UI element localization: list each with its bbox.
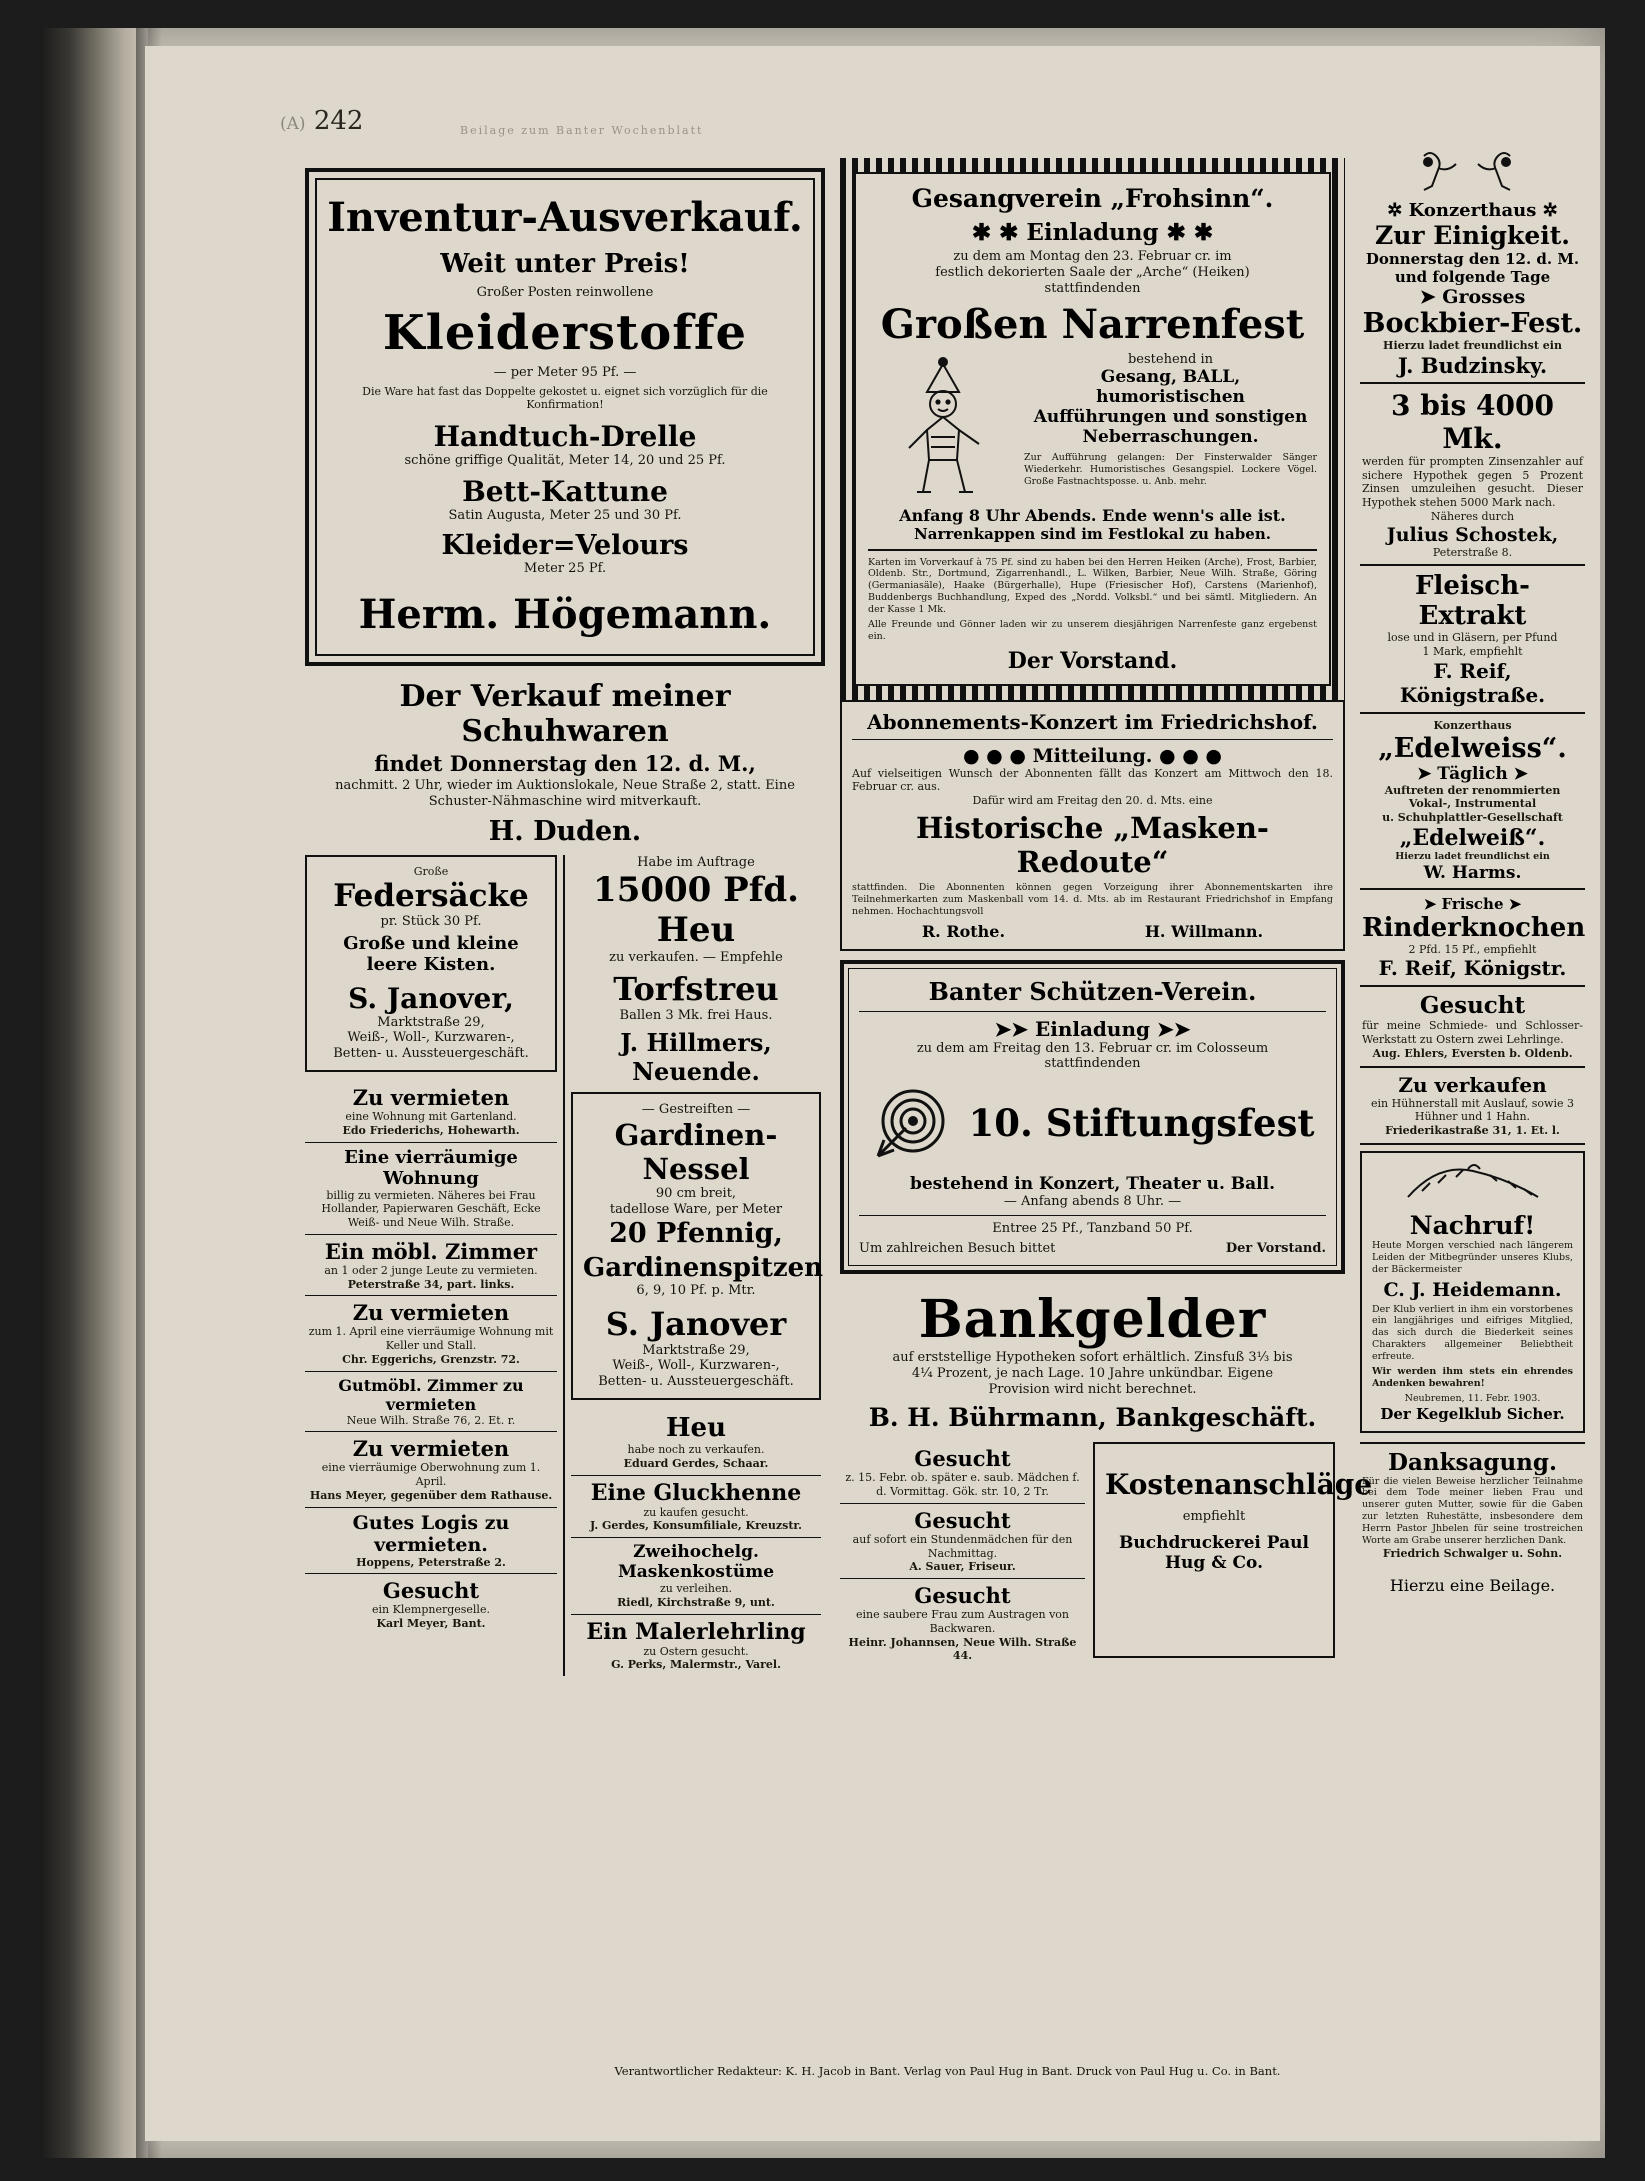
edelweiss-line2: Vokal-, Instrumental	[1408, 797, 1537, 811]
heu2-title: Heu	[665, 1413, 726, 1444]
gardinen-line2: tadellose Ware, per Meter	[609, 1201, 783, 1217]
lehrling-signature: Aug. Ehlers, Eversten b. Oldenb.	[1372, 1046, 1573, 1060]
fleisch-line1: lose und in Gläsern, per Pfund	[1387, 631, 1558, 645]
frohsinn-freunde: Alle Freunde und Gönner laden wir zu unserem diesjährigen Narrenfeste ganz ergebenst ein.	[868, 618, 1317, 642]
inventur-h3: Bett-Kattune	[462, 475, 668, 509]
ad-gesucht-3	[840, 1579, 1085, 1667]
ad-frohsinn-narrenfest	[840, 158, 1345, 700]
gardinen-line3: 6, 9, 10 Pf. p. Mtr.	[636, 1282, 756, 1298]
page-number-value: 242	[313, 106, 364, 136]
heu-signature: J. Hillmers, Neuende.	[620, 1028, 772, 1087]
inventur-h2: Handtuch-Drelle	[433, 420, 697, 454]
small-ad-sig: Hoppens, Peterstraße 2.	[356, 1555, 506, 1569]
federsaecke-addr1: Marktstraße 29,	[377, 1014, 485, 1030]
lehrling-body: für meine Schmiede- und Schlosser-Werkstatt zu Ostern zwei Lehrlinge.	[1362, 1019, 1583, 1047]
beilage-note: Hierzu eine Beilage.	[1389, 1575, 1556, 1595]
bank-signature: B. H. Bührmann, Bankgeschäft.	[868, 1403, 1317, 1433]
frohsinn-verein: Gesangverein „Frohsinn“.	[911, 184, 1274, 213]
ad-gardinen-nessel	[571, 1092, 824, 1400]
fleisch-headline: Fleisch-Extrakt	[1415, 571, 1530, 632]
small-ad-head: Gesucht	[382, 1578, 480, 1604]
federsaecke-title: Federsäcke	[333, 878, 529, 915]
bank-line3: Provision wird nicht berechnet.	[988, 1381, 1197, 1397]
running-head: Beilage zum Banter Wochenblatt	[460, 124, 704, 137]
konzerthaus-signature: J. Budzinsky.	[1397, 352, 1548, 378]
gardinen-top: — Gestreiften —	[641, 1102, 751, 1118]
konzerthaus-orn: ✲ Konzerthaus ✲	[1387, 200, 1558, 221]
rinder-signature: F. Reif, Königstr.	[1378, 956, 1567, 981]
ad-schuetzen-verein	[840, 960, 1345, 1274]
small-ads-list	[305, 1081, 557, 1635]
ad-gesucht-2	[840, 1504, 1085, 1579]
gesucht1-head: Gesucht	[914, 1446, 1011, 1472]
ad-zu-verkaufen	[1360, 1068, 1585, 1145]
ad-bankgelder	[840, 1283, 1345, 1439]
verkaufen-head: Zu verkaufen	[1398, 1072, 1547, 1097]
kosten-line1: empfiehlt	[1182, 1509, 1246, 1525]
heu-title: Torfstreu	[613, 970, 779, 1009]
edelweiss-signature: W. Harms.	[1423, 862, 1522, 883]
malerlehrling-line1: zu Ostern gesucht.	[643, 1644, 749, 1658]
small-ad-head: Ein möbl. Zimmer	[324, 1238, 538, 1264]
gluckhenne-signature: J. Gerdes, Konsumfiliale, Kreuzstr.	[589, 1519, 803, 1533]
heu-quantity: 15000 Pfd. Heu	[593, 870, 799, 951]
small-ad-head: Gutes Logis zu vermieten.	[352, 1511, 510, 1556]
bank-line2: 4¹⁄₄ Prozent, je nach Lage. 10 Jahre unkündbar. Eigene	[911, 1365, 1274, 1381]
federsaecke-line2: Große und kleine leere Kisten.	[343, 933, 519, 975]
hypothek-headline: 3 bis 4000 Mk.	[1391, 388, 1554, 455]
schuetzen-bestehend: bestehend in Konzert, Theater u. Ball.	[909, 1174, 1276, 1195]
heu2-signature: Eduard Gerdes, Schaar.	[623, 1456, 769, 1470]
dank-signature: Friedrich Schwalger u. Sohn.	[1382, 1546, 1563, 1560]
ad-federsaecke	[305, 855, 557, 1073]
inventur-d4: Meter 25 Pf.	[523, 560, 607, 576]
small-ad-body: eine Wohnung mit Gartenland.	[345, 1110, 517, 1124]
ad-kostenanschlaege	[1093, 1442, 1373, 1658]
nachruf-body2: Der Klub verliert in ihm ein vorstorbenes ein langjähriges und eifriges Mitglied, das sich durch die Biederkeit seines Charakters allgemeiner Beliebtheit erfreute.	[1372, 1303, 1573, 1362]
frohsinn-vorstand: Der Vorstand.	[1007, 647, 1178, 674]
small-ad-body: Neue Wilh. Straße 76, 2. Et. r.	[346, 1413, 516, 1427]
gluckhenne-line1: zu kaufen gesucht.	[643, 1505, 749, 1519]
edelweiss-name: „Edelweiß“.	[1399, 824, 1546, 851]
wreath-icon	[1372, 1161, 1573, 1211]
fleisch-line2: 1 Mark, empfiehlt	[1422, 645, 1523, 658]
small-ad-head: Zu vermieten	[352, 1436, 510, 1462]
inventur-h4: Kleider=Velours	[441, 529, 689, 561]
gardinen-price: 20 Pfennig,	[609, 1217, 783, 1249]
small-ad-body: an 1 oder 2 junge Leute zu vermieten.	[324, 1263, 538, 1277]
verkaufen-body: ein Hühnerstall mit Auslauf, sowie 3 Hühner und 1 Hahn.	[1371, 1096, 1574, 1124]
col2-bottom-subcolumns	[840, 1442, 1373, 1667]
abonnement-mitteilung: ● ● ● Mitteilung. ● ● ●	[962, 744, 1222, 767]
frohsinn-line3: stattfindenden	[1044, 280, 1141, 296]
nachruf-signature: Der Kegelklub Sicher.	[1380, 1404, 1565, 1423]
target-icon	[870, 1078, 956, 1168]
masken-line1: zu verleihen.	[659, 1582, 733, 1596]
edelweiss-top: Konzerthaus	[1433, 718, 1512, 732]
list-item	[305, 1081, 557, 1143]
page-number	[280, 106, 363, 136]
konzerthaus-headline: Bockbier-Fest.	[1362, 308, 1583, 339]
duden-signature: H. Duden.	[488, 815, 642, 847]
frohsinn-line1: zu dem am Montag den 23. Februar cr. im	[953, 249, 1232, 264]
schuetzen-line1: zu dem am Freitag den 13. Februar cr. im Colosseum	[916, 1040, 1269, 1056]
ad-edelweiss	[1360, 714, 1585, 890]
small-ad-body: eine vierräumige Oberwohnung zum 1. April.	[321, 1461, 541, 1489]
schuetzen-title: Banter Schützen-Verein.	[928, 976, 1257, 1006]
rinder-title: Rinderknochen	[1362, 912, 1586, 943]
small-ad-sig: Chr. Eggerichs, Grenzstr. 72.	[342, 1352, 520, 1366]
frohsinn-headline: Großen Narrenfest	[880, 300, 1305, 348]
bank-line1: auf erststellige Hypotheken sofort erhältlich. Zinsfuß 3¹⁄₃ bis	[892, 1349, 1293, 1365]
gesucht2-body: auf sofort ein Stundenmädchen für den Nachmittag.	[852, 1532, 1073, 1560]
schuetzen-bitte-left: Um zahlreichen Besuch bittet	[859, 1241, 1056, 1257]
small-ad-head: Eine vierräumige Wohnung	[344, 1146, 518, 1189]
book-gutter-shadow	[40, 28, 148, 2158]
page-number-faint: (A)	[280, 114, 306, 134]
heu-line3: Ballen 3 Mk. frei Haus.	[619, 1008, 773, 1024]
schuetzen-entree: Entree 25 Pf., Tanzband 50 Pf.	[992, 1221, 1193, 1237]
masken-title: Zweihochelg. Maskenkostüme	[617, 1542, 775, 1583]
gardinen-addr1: Marktstraße 29,	[642, 1342, 750, 1358]
schuetzen-headline: 10. Stiftungsfest	[968, 1101, 1315, 1146]
ad-gluckhenne	[571, 1476, 821, 1539]
frohsinn-b3: Neberraschungen.	[1082, 427, 1259, 448]
ad-inventur-ausverkauf	[305, 168, 825, 666]
gardinen-addr3: Betten- u. Aussteuergeschäft.	[598, 1374, 794, 1390]
abonnement-line1: Auf vielseitigen Wunsch der Abonnenten fällt das Konzert am Mittwoch den 18. Februar cr. aus.	[852, 766, 1333, 794]
small-ad-sig: Peterstraße 34, part. links.	[347, 1277, 515, 1291]
masken-signature: Riedl, Kirchstraße 9, unt.	[617, 1595, 775, 1609]
konzerthaus-line1: Donnerstag den 12. d. M.	[1365, 250, 1580, 268]
abonnement-title: Abonnements-Konzert im Friedrichshof.	[867, 709, 1318, 734]
gesucht3-body: eine saubere Frau zum Austragen von Backwaren.	[855, 1608, 1070, 1635]
konzerthaus-title: Zur Einigkeit.	[1375, 221, 1570, 250]
col1-left-sub	[305, 855, 557, 1677]
small-ad-sig: Hans Meyer, gegenüber dem Rathause.	[309, 1488, 553, 1502]
ad-maskenkostueme	[571, 1538, 821, 1615]
konzerthaus-line2: und folgende Tage	[1394, 268, 1551, 286]
scanned-page	[40, 28, 1605, 2158]
heu-line1: Habe im Auftrage	[637, 854, 755, 870]
small-ad-body: billig zu vermieten. Näheres bei Frau Hollander, Papierwaren Geschäft, Ecke Weiß- und Neue Wilh. Straße.	[321, 1188, 541, 1230]
column-left	[305, 168, 825, 1676]
small-ad-head: Zu vermieten	[352, 1085, 510, 1111]
edelweiss-line3: u. Schuhplattler-Gesellschaft	[1382, 811, 1563, 824]
inventur-headline: Kleiderstoffe	[382, 304, 748, 361]
frohsinn-b1: Gesang, BALL, humoristischen	[1096, 367, 1245, 408]
frohsinn-karten: Karten im Vorverkauf à 75 Pf. sind zu haben bei den Herren Heiken (Arche), Frost, Barbier, Oldenb. Str., Dortmund, Zigarrenhandl., L. Wilken, Barbier, Neue Wilh. Straße, Göring (Germaniasäle), Haake (Bürgerhalle), Hupe (Friesischer Hof), Carstens (Marienhof), Buddenbergs Buchhandlung, Exped des „Nordd. Volksbl.“ und bei sämtl. Mitgliedern. An der Kasse 1 Mk.	[868, 556, 1317, 616]
ad-nachruf	[1360, 1151, 1585, 1433]
abonnement-line2: Dafür wird am Freitag den 20. d. Mts. eine	[972, 794, 1213, 808]
rinder-top: ➤ Frische ➤	[1423, 894, 1522, 913]
gesucht3-head: Gesucht	[914, 1583, 1011, 1609]
duden-line1: Der Verkauf meiner Schuhwaren	[399, 678, 731, 749]
schuetzen-line2: stattfindenden	[1044, 1056, 1141, 1072]
hypothek-body: werden für prompten Zinsenzahler auf sichere Hypothek gegen 5 Prozent Zinsen umzuleihen gesucht. Dieser Hypothek stehen 5000 Mark nach.	[1362, 454, 1583, 509]
nachruf-place: Neubremen, 11. Febr. 1903.	[1404, 1392, 1541, 1404]
ad-fleisch-extrakt	[1360, 566, 1585, 714]
verkaufen-signature: Friederikastraße 31, 1. Et. l.	[1385, 1124, 1560, 1138]
gardinen-signature: S. Janover	[605, 1304, 787, 1343]
dancers-icon	[1360, 148, 1585, 200]
gardinen-title2: Gardinenspitzen	[583, 1252, 824, 1283]
duden-line2: findet Donnerstag den 12. d. M.,	[374, 750, 756, 776]
ad-abonnements-konzert	[840, 700, 1345, 951]
ad-gesucht-1	[840, 1442, 1085, 1504]
column-center	[840, 158, 1373, 1667]
frohsinn-bestehend: bestehend in	[1127, 351, 1214, 367]
gesucht2-head: Gesucht	[914, 1507, 1011, 1533]
rinder-line1: 2 Pfd. 15 Pf., empfiehlt	[1408, 942, 1537, 956]
jester-illustration	[868, 352, 1018, 502]
hypothek-signature: Julius Schostek,	[1386, 523, 1559, 546]
nachruf-body: Heute Morgen verschied nach längerem Leiden der Mitbegründer unseres Klubs, der Bäckermeister	[1372, 1239, 1573, 1275]
federsaecke-price: pr. Stück 30 Pf.	[380, 914, 482, 930]
gardinen-addr2: Weiß-, Woll-, Kurzwaren-,	[612, 1358, 780, 1374]
ad-duden	[305, 675, 825, 855]
federsaecke-addr3: Betten- u. Aussteuergeschäft.	[333, 1046, 529, 1062]
small-ad-body: zum 1. April eine vierräumige Wohnung mit Keller und Stall.	[308, 1325, 554, 1353]
abonnement-sig-right: H. Willmann.	[1144, 921, 1264, 941]
list-item	[305, 1508, 557, 1575]
ad-heu-auftrag	[571, 855, 821, 1087]
heu2-line1: habe noch zu verkaufen.	[627, 1443, 765, 1457]
frohsinn-auffuehrung: Zur Aufführung gelangen: Der Finsterwalder Sänger Wiederkehr. Humoristisches Gesangspiel. Lockere Vögel. Große Fastnachtsposse. u. Anb. mehr.	[1024, 452, 1317, 488]
fleisch-signature: F. Reif, Königstraße.	[1399, 658, 1546, 707]
hypothek-addr: Peterstraße 8.	[1432, 545, 1513, 559]
gesucht1-body: z. 15. Febr. ob. später e. saub. Mädchen f. d. Vormittag. Gök. str. 10, 2 Tr.	[845, 1471, 1080, 1499]
frohsinn-anfang: Anfang 8 Uhr Abends. Ende wenn's alle ist.	[899, 505, 1286, 525]
col2-bottom-left	[840, 1442, 1085, 1667]
malerlehrling-title: Ein Malerlehrling	[586, 1618, 806, 1645]
inventur-desc: Die Ware hat fast das Doppelte gekostet u. eignet sich vorzüglich für die Konfirmation!	[362, 384, 768, 412]
ad-hypothek	[1360, 384, 1585, 567]
abonnement-sig-left: R. Rothe.	[921, 921, 1006, 941]
ad-lehrlinge-gesucht	[1360, 987, 1585, 1067]
inventur-title: Inventur-Ausverkauf.	[327, 194, 803, 241]
dank-title: Danksagung.	[1388, 1448, 1557, 1476]
abonnement-line3: stattfinden. Die Abonnenten können gegen Vorzeigung ihrer Abonnementskarten ihre Teilnehmerkarten zum Maskenball vom 14. d. Mts. ab im Restaurant Friedrichshof in Empfang nehmen. Hochachtungsvoll	[852, 881, 1333, 917]
frohsinn-b2: Aufführungen und sonstigen	[1033, 407, 1308, 428]
frohsinn-line2: festlich dekorierten Saale der „Arche“ (Heiken)	[935, 264, 1250, 280]
bank-headline: Bankgelder	[918, 1288, 1267, 1350]
gardinen-line1: 90 cm breit,	[655, 1185, 737, 1201]
col1-right-sub	[563, 854, 824, 1677]
list-item	[305, 1296, 557, 1371]
gesucht2-sig: A. Sauer, Friseur.	[909, 1560, 1016, 1574]
list-item	[305, 1143, 557, 1235]
edelweiss-line1: Auftreten der renommierten	[1384, 783, 1561, 797]
schuetzen-bitte-right: Der Vorstand.	[1225, 1241, 1326, 1257]
duden-line3: nachmitt. 2 Uhr, wieder im Auktionslokale, Neue Straße 2, statt. Eine Schuster-Nähmaschine wird mitverkauft.	[335, 777, 795, 809]
inventur-line1: Großer Posten reinwollene	[476, 285, 654, 300]
small-ad-sig: Edo Friederichs, Hohewarth.	[342, 1123, 520, 1137]
edelweiss-taeglich: ➤ Täglich ➤	[1417, 763, 1528, 784]
hypothek-line2: Näheres durch	[1430, 509, 1515, 523]
small-ad-sig: Karl Meyer, Bant.	[376, 1617, 486, 1631]
inventur-signature: Herm. Högemann.	[358, 590, 772, 638]
schuetzen-einladung: ➤➤ Einladung ➤➤	[994, 1016, 1191, 1041]
konzerthaus-line3: ➤ Grosses	[1419, 286, 1526, 308]
kosten-signature: Buchdruckerei Paul Hug & Co.	[1119, 1533, 1309, 1574]
heu-line2: zu verkaufen. — Empfehle	[609, 950, 783, 966]
column-right	[1360, 148, 1585, 1595]
dank-body: Für die vielen Beweise herzlicher Teilnahme bei dem Tode meiner lieben Frau und unserer guten Mutter, sowie für die Gaben zur letzten Ruhestätte, insbesondere dem Herrn Pastor Jhbelen für seine trostreichen Worte am Grabe unserer herzlichen Dank.	[1362, 1475, 1583, 1546]
inventur-d3: Satin Augusta, Meter 25 und 30 Pf.	[448, 508, 682, 524]
inventur-subtitle: Weit unter Preis!	[440, 249, 690, 279]
col1-subcolumns	[305, 855, 825, 1677]
federsaecke-addr2: Weiß-, Woll-, Kurzwaren-,	[347, 1030, 515, 1046]
abonnement-headline: Historische „Masken-Redoute“	[916, 810, 1269, 879]
list-item	[305, 1235, 557, 1297]
edelweiss-title: „Edelweiss“.	[1378, 732, 1567, 764]
inventur-d2: schöne griffige Qualität, Meter 14, 20 und 25 Pf.	[404, 453, 726, 469]
malerlehrling-signature: G. Perks, Malermstr., Varel.	[611, 1658, 781, 1672]
schuetzen-anfang: — Anfang abends 8 Uhr. —	[1003, 1194, 1182, 1210]
ad-konzerthaus-einigkeit	[1360, 148, 1585, 384]
nachruf-body3: Wir werden ihm stets ein ehrendes Andenken bewahren!	[1372, 1365, 1573, 1389]
gluckhenne-title: Eine Gluckhenne	[590, 1479, 802, 1506]
ad-malerlehrling	[571, 1615, 821, 1677]
list-item	[305, 1372, 557, 1433]
gardinen-title: Gardinen-Nessel	[614, 1117, 778, 1186]
nachruf-name: C. J. Heidemann.	[1383, 1278, 1562, 1301]
ad-rinderknochen	[1360, 890, 1585, 988]
list-item	[305, 1432, 557, 1507]
small-ad-head: Zu vermieten	[352, 1300, 510, 1326]
inventur-price: — per Meter 95 Pf. —	[493, 364, 637, 380]
small-ad-head: Gutmöbl. Zimmer zu vermieten	[338, 1375, 524, 1414]
ad-danksagung	[1360, 1442, 1585, 1566]
imprint-footer: Verantwortlicher Redakteur: K. H. Jacob in Bant. Verlag von Paul Hug in Bant. Druck von Paul Hug u. Co. in Bant.	[614, 2064, 1281, 2078]
federsaecke-signature: S. Janover,	[348, 981, 514, 1015]
list-item	[305, 1574, 557, 1635]
edelweiss-line4: Hierzu ladet freundlichst ein	[1395, 850, 1550, 862]
ad-heu-gerdes	[571, 1409, 821, 1476]
gesucht3-sig: Heinr. Johannsen, Neue Wilh. Straße 44.	[848, 1635, 1077, 1663]
lehrling-head: Gesucht	[1419, 992, 1526, 1020]
small-ad-body: ein Klempnergeselle.	[372, 1603, 490, 1617]
nachruf-title: Nachruf!	[1409, 1210, 1536, 1240]
frohsinn-einladung: ✱ ✱ Einladung ✱ ✱	[971, 219, 1214, 246]
kosten-headline: Kostenanschläge	[1105, 1468, 1373, 1502]
frohsinn-narrenkappen: Narrenkappen sind im Festlokal zu haben.	[914, 524, 1271, 543]
konzerthaus-line4: Hierzu ladet freundlichst ein	[1383, 339, 1562, 352]
federsaecke-orn: Große	[413, 864, 449, 878]
